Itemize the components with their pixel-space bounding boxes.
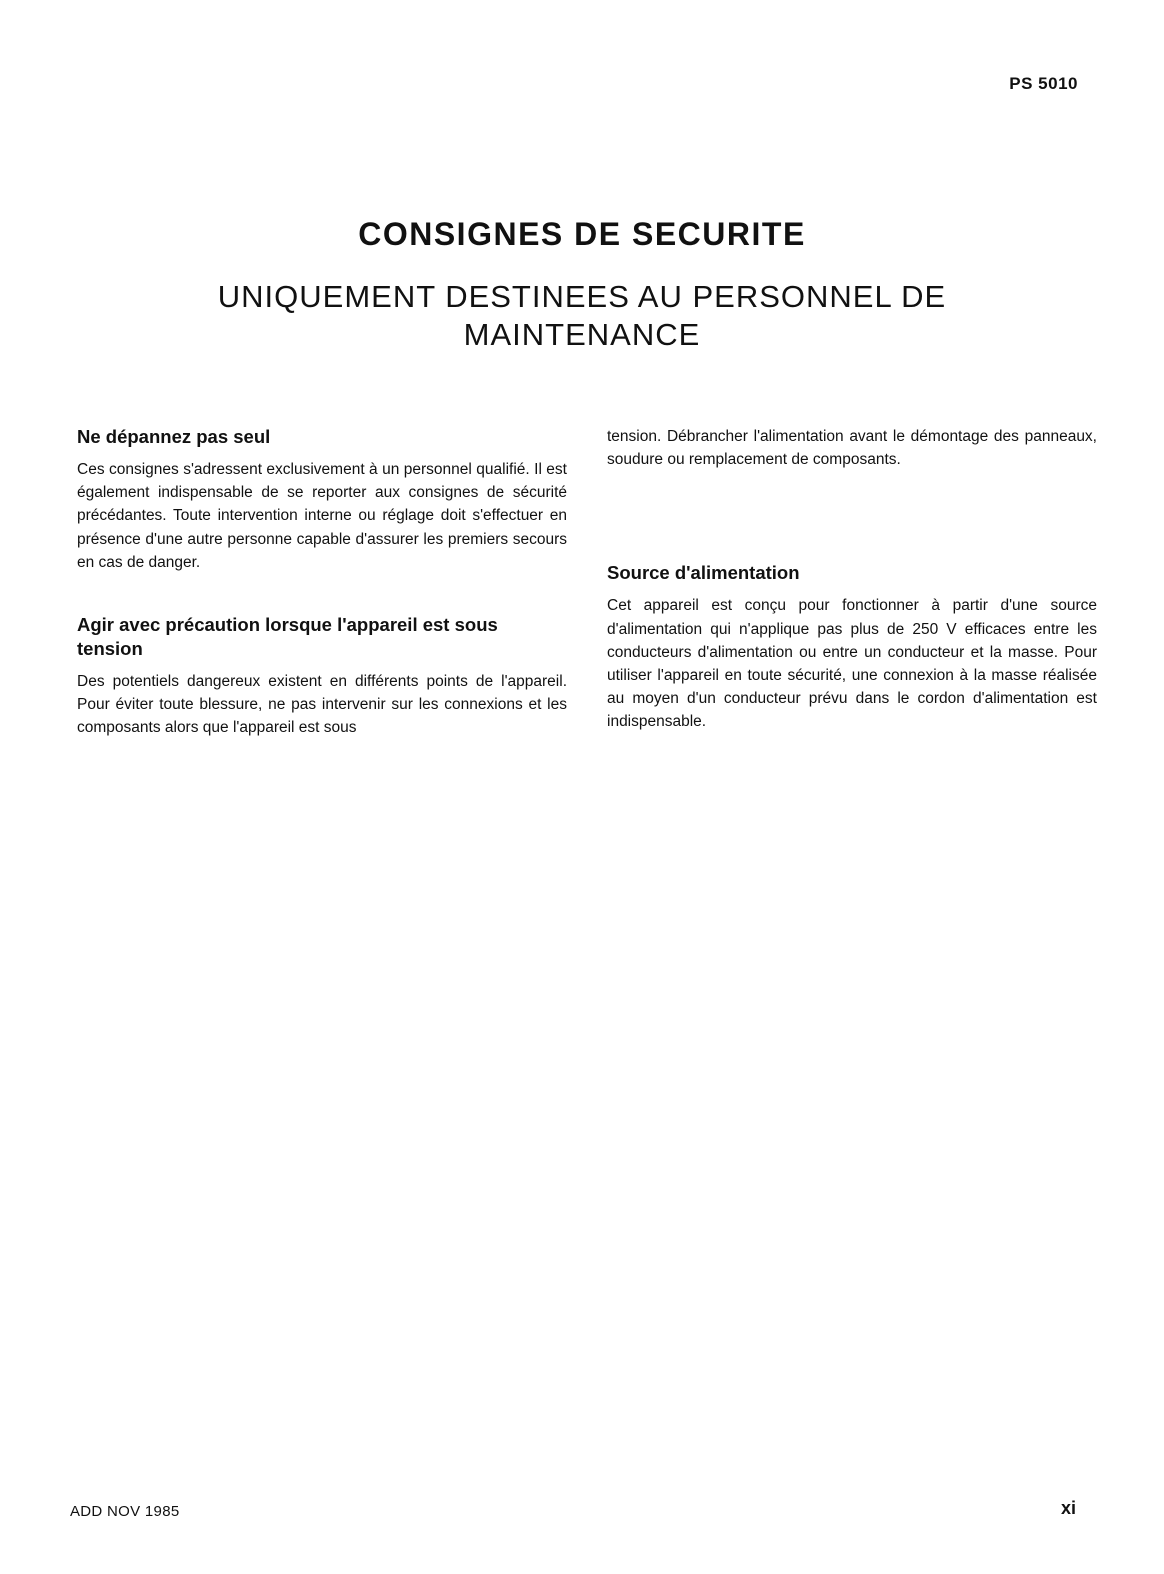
- section-heading: Agir avec précaution lorsque l'appareil est sous tension: [77, 614, 498, 660]
- section-text: Des potentiels dangereux existent en différents points de l'appareil. Pour éviter toute blessure, ne pas intervenir sur les connexions et les composants alors que l'appareil est sous: [77, 673, 567, 737]
- section-heading: Ne dépannez pas seul: [77, 426, 271, 447]
- page-number: xi: [1060, 1498, 1076, 1518]
- section-heading: Source d'alimentation: [607, 562, 800, 584]
- document-code: PS 5010: [1009, 74, 1078, 93]
- section-text: Ces consignes s'adressent exclusivement à un personnel qualifié. Il est également indispensable de se reporter aux consignes de sécurité précédantes. Toute intervention interne ou réglage doit s'effectuer en présence d'une autre personne capable d'assurer les premiers secours en cas de danger.: [77, 461, 567, 571]
- section-agir-avec-precaution: [77, 613, 567, 740]
- section-text: Cet appareil est conçu pour fonctionner à partir d'une source d'alimentation qui n'applique pas plus de 250 V efficaces entre les conducteurs d'alimentation ou entre un conducteur et la masse. Pour utiliser l'appareil en toute sécurité, une connexion à la masse réalisée au moyen d'un conducteur prévu dans le cordon d'alimentation est indispensable.: [607, 597, 1097, 731]
- section-source-alimentation: [607, 561, 1097, 733]
- page-title: CONSIGNES DE SECURITE: [358, 216, 806, 252]
- right-column: [607, 425, 1097, 734]
- title-block: [0, 214, 1164, 354]
- section-text-continuation: tension. Débrancher l'alimentation avant le démontage des panneaux, soudure ou remplacement de composants.: [607, 428, 1097, 469]
- section-ne-depannez-pas-seul: [77, 425, 567, 574]
- page-subtitle: UNIQUEMENT DESTINEES AU PERSONNEL DE MAINTENANCE: [217, 279, 947, 352]
- left-column: [77, 425, 567, 740]
- footer-date: ADD NOV 1985: [70, 1503, 180, 1520]
